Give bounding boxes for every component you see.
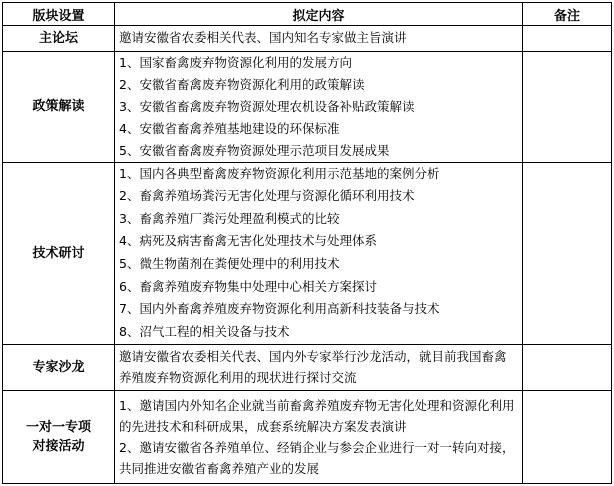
- content-item: 4、病死及病害畜禽无害化处理技术与处理体系: [119, 233, 377, 249]
- content-item: 2、安徽省畜禽废弃物资源化利用的政策解读: [119, 76, 365, 92]
- section-label-line: 对接活动: [32, 438, 85, 454]
- section-label: 技术研讨: [3, 162, 115, 344]
- content-item: 8、沼气工程的相关设备与技术: [119, 323, 290, 339]
- content-item: 1、邀请国内外知名企业就当前畜禽养殖废弃物无害化处理和资源化利用的先进技术和科研成果，成套系统解决方案发表演讲: [119, 397, 515, 434]
- content-item: 1、国家畜禽废弃物资源化利用的发展方向: [119, 54, 352, 70]
- content-cell: [115, 162, 523, 344]
- header-section: 版块设置: [3, 3, 115, 26]
- content-item: 5、安徽省畜禽废弃物资源处理示范项目发展成果: [119, 142, 390, 158]
- content-item: 6、畜禽养殖废弃物集中处理中心相关方案探讨: [119, 278, 377, 294]
- content-item: 1、国内各典型畜禽废弃物资源化利用示范基地的案例分析: [119, 165, 440, 181]
- content-item: 3、畜禽养殖厂粪污处理盈利模式的比较: [119, 210, 340, 226]
- header-content: 拟定内容: [115, 3, 523, 26]
- section-label: 政策解读: [3, 51, 115, 162]
- table-row: [3, 390, 612, 483]
- content-cell: [115, 26, 523, 52]
- agenda-sheet: [2, 2, 611, 484]
- table-row: [3, 26, 612, 52]
- content-cell: [115, 51, 523, 162]
- content-cell: [115, 344, 523, 390]
- content-item: 4、安徽省畜禽养殖基地建设的环保标准: [119, 120, 340, 136]
- content-item: 邀请安徽省农委相关代表、国内外专家举行沙龙活动，就目前我国畜禽养殖废弃物资源化利用的现状进行探讨交流: [119, 349, 507, 385]
- content-item: 7、国内外畜禽养殖废弃物资源化利用高新科技装备与技术: [119, 301, 440, 317]
- table-row: [3, 51, 612, 162]
- content-cell: [115, 390, 523, 483]
- header-note: 备注: [523, 3, 612, 26]
- section-label: 专家沙龙: [3, 344, 115, 390]
- note-cell: [523, 51, 612, 162]
- content-item: 2、畜禽养殖场粪污无害化处理与资源化循环利用技术: [119, 188, 415, 204]
- content-item: 邀请安徽省农委相关代表、国内知名专家做主旨演讲: [119, 30, 407, 45]
- note-cell: [523, 162, 612, 344]
- table-row: [3, 162, 612, 344]
- section-label: [3, 390, 115, 483]
- section-label: 主论坛: [3, 26, 115, 52]
- note-cell: [523, 344, 612, 390]
- note-cell: [523, 390, 612, 483]
- note-cell: [523, 26, 612, 52]
- section-label-line: 一对一专项: [25, 419, 91, 435]
- agenda-table: [2, 2, 612, 484]
- table-row: [3, 344, 612, 390]
- content-item: 3、安徽省畜禽废弃物资源处理农机设备补贴政策解读: [119, 98, 415, 114]
- header-row: [3, 3, 612, 26]
- content-item: 5、微生物菌剂在粪便处理中的利用技术: [119, 256, 340, 271]
- content-item: 2、邀请安徽省各养殖单位、经销企业与参会企业进行一对一转向对接，共同推进安徽省畜禽养殖产业的发展: [119, 439, 515, 476]
